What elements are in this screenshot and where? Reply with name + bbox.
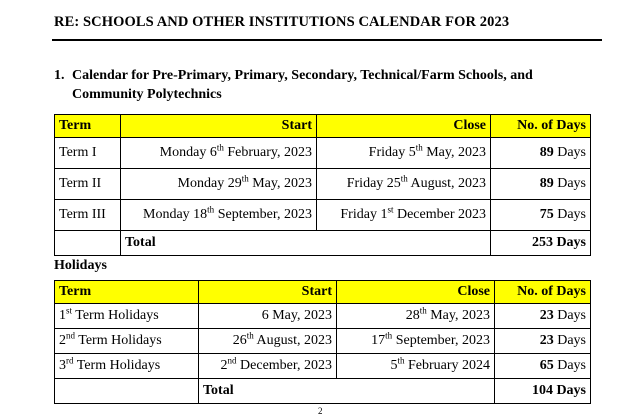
holiday-close: 17th September, 2023 xyxy=(337,329,495,354)
document-title: RE: SCHOOLS AND OTHER INSTITUTIONS CALENDAR FOR 2023 xyxy=(54,14,510,30)
holiday-days: 23 Days xyxy=(495,329,591,354)
term-start: Monday 18th September, 2023 xyxy=(121,200,317,231)
section-heading xyxy=(54,66,599,104)
holiday-start: 26th August, 2023 xyxy=(199,329,337,354)
holiday-days: 23 Days xyxy=(495,304,591,329)
terms-header-close: Close xyxy=(317,115,491,138)
holidays-header-days: No. of Days xyxy=(495,281,591,304)
holidays-header-close: Close xyxy=(337,281,495,304)
term-start: Monday 29th May, 2023 xyxy=(121,169,317,200)
page-number: 2 xyxy=(318,406,323,416)
holidays-header-start: Start xyxy=(199,281,337,304)
term-days: 89 Days xyxy=(491,138,591,169)
holidays-header-row xyxy=(55,281,591,304)
table-row xyxy=(55,304,591,329)
holiday-days: 65 Days xyxy=(495,354,591,379)
term-close: Friday 1st December 2023 xyxy=(317,200,491,231)
holidays-total-label: Total xyxy=(199,379,495,404)
holiday-close: 5th February 2024 xyxy=(337,354,495,379)
term-days: 89 Days xyxy=(491,169,591,200)
section-heading-line2: Community Polytechnics xyxy=(72,87,222,102)
title-underline xyxy=(52,39,602,41)
holidays-heading: Holidays xyxy=(54,258,107,273)
table-row xyxy=(55,169,591,200)
section-number: 1. xyxy=(54,68,65,83)
holiday-close: 28th May, 2023 xyxy=(337,304,495,329)
term-name: Term II xyxy=(55,169,121,200)
term-name: Term I xyxy=(55,138,121,169)
table-row xyxy=(55,200,591,231)
term-days: 75 Days xyxy=(491,200,591,231)
holidays-total-row xyxy=(55,379,591,404)
holidays-table xyxy=(54,280,591,404)
table-row xyxy=(55,354,591,379)
term-start: Monday 6th February, 2023 xyxy=(121,138,317,169)
total-blank-cell xyxy=(55,231,121,256)
terms-header-term: Term xyxy=(55,115,121,138)
holiday-name: 1st Term Holidays xyxy=(55,304,199,329)
holiday-name: 2nd Term Holidays xyxy=(55,329,199,354)
terms-total-days: 253 Days xyxy=(491,231,591,256)
holidays-total-days: 104 Days xyxy=(495,379,591,404)
table-row xyxy=(55,329,591,354)
terms-total-label: Total xyxy=(121,231,491,256)
holiday-start: 6 May, 2023 xyxy=(199,304,337,329)
total-blank-cell xyxy=(55,379,199,404)
term-name: Term III xyxy=(55,200,121,231)
holidays-header-term: Term xyxy=(55,281,199,304)
terms-table xyxy=(54,114,591,256)
table-row xyxy=(55,138,591,169)
terms-total-row xyxy=(55,231,591,256)
section-heading-line1: Calendar for Pre-Primary, Primary, Secondary, Technical/Farm Schools, and xyxy=(72,68,533,83)
term-close: Friday 5th May, 2023 xyxy=(317,138,491,169)
holiday-name: 3rd Term Holidays xyxy=(55,354,199,379)
holiday-start: 2nd December, 2023 xyxy=(199,354,337,379)
term-close: Friday 25th August, 2023 xyxy=(317,169,491,200)
terms-header-row xyxy=(55,115,591,138)
terms-header-days: No. of Days xyxy=(491,115,591,138)
terms-header-start: Start xyxy=(121,115,317,138)
